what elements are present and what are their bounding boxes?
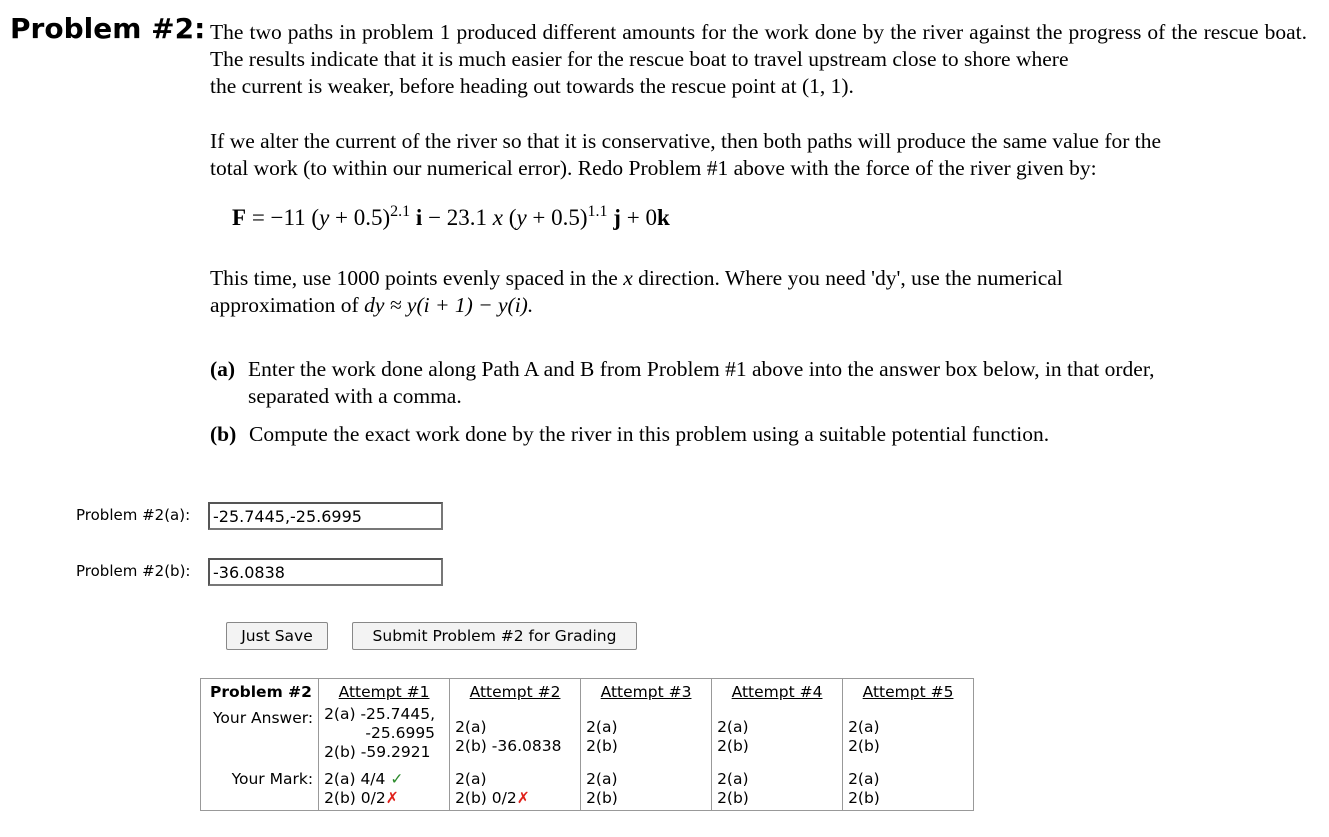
question-a-line-1: Enter the work done along Path A and B from Problem #1 above into the answer box below, in that order, [248, 357, 1155, 381]
question-b [210, 421, 1307, 448]
formula-vector-f: F [232, 205, 247, 230]
attempt-4-answer [712, 705, 843, 768]
attempt-3-mark-b: 2(b) [586, 789, 618, 807]
answer-b-label: Problem #2(b): [76, 562, 191, 580]
your-answer-label: Your Answer: [213, 709, 314, 727]
attempt-2-mark [450, 768, 581, 811]
question-a-label: (a) [210, 357, 236, 381]
formula-unit-j: j [607, 205, 621, 230]
paragraph-3-var-x: x [623, 266, 633, 290]
attempt-4-link[interactable]: Attempt #4 [731, 682, 823, 701]
attempt-5-mark-a: 2(a) [848, 770, 880, 788]
attempt-2-mark-a: 2(a) [455, 770, 487, 788]
attempt-2-answer-a: 2(a) [455, 717, 487, 736]
attempt-1-answer-a [324, 705, 435, 743]
attempt-3-mark-a: 2(a) [586, 770, 618, 788]
paragraph-3-line-1 [210, 265, 1307, 292]
attempt-5-mark-b: 2(b) [848, 789, 880, 807]
attempt-3-answer-a: 2(a) [586, 717, 618, 736]
formula-part: + 0.5) [329, 205, 391, 230]
attempt-1-answer-a-line-1: 2(a) -25.7445, [324, 705, 436, 723]
paragraph-1-text: The two paths in problem 1 produced different amounts for the work done by the river against the progress of the rescue boat. The results indicate that it is much easier for the rescue boat to travel upstream close to shore where [210, 20, 1307, 71]
formula-exponent-1: 2.1 [390, 203, 411, 220]
submit-for-grading-button[interactable]: Submit Problem #2 for Grading [352, 622, 637, 650]
just-save-button[interactable]: Just Save [226, 622, 328, 650]
problem-heading: Problem #2: [10, 12, 206, 45]
formula-part: = −11 ( [246, 205, 320, 230]
dy-approximation: dy ≈ y(i + 1) − y(i). [364, 293, 534, 317]
attempt-4-answer-a: 2(a) [717, 717, 749, 736]
paragraph-3-text: approximation of [210, 293, 359, 317]
attempt-5-mark [843, 768, 974, 811]
attempt-4-header[interactable] [712, 679, 843, 706]
cross-icon: ✗ [385, 789, 399, 807]
paragraph-3-text: direction. Where you need 'dy', use the numerical [638, 266, 1063, 290]
attempt-5-link[interactable]: Attempt #5 [862, 682, 954, 701]
your-mark-row [201, 768, 974, 811]
attempt-4-mark-a: 2(a) [717, 770, 749, 788]
attempt-1-answer-a-line-2: -25.6995 [365, 724, 436, 742]
formula-unit-k: k [656, 205, 670, 230]
question-b-text: Compute the exact work done by the river in this problem using a suitable potential function. [249, 422, 1050, 446]
attempt-5-answer-b: 2(b) [848, 736, 880, 755]
your-mark-label: Your Mark: [231, 770, 314, 788]
attempt-1-mark-b: 2(b) 0/2 [324, 789, 386, 807]
attempt-2-answer-b: 2(b) -36.0838 [455, 736, 562, 755]
formula-var-y: y [516, 205, 527, 230]
answer-a-label: Problem #2(a): [76, 506, 191, 524]
question-a-line-2: separated with a comma. [248, 384, 462, 408]
formula-var-y: y [319, 205, 330, 230]
attempt-3-mark [581, 768, 712, 811]
formula-part: ( [503, 205, 517, 230]
problem-paragraph-2 [210, 128, 1307, 182]
formula-part: + 0.5) [526, 205, 588, 230]
attempt-2-mark-b: 2(b) 0/2 [455, 789, 517, 807]
answer-b-input[interactable] [208, 558, 443, 586]
formula-exponent-2: 1.1 [587, 203, 608, 220]
paragraph-3-text: This time, use 1000 points evenly spaced in the [210, 266, 618, 290]
attempt-3-header[interactable] [581, 679, 712, 706]
attempt-5-header[interactable] [843, 679, 974, 706]
formula-unit-i: i [410, 205, 423, 230]
formula-part: − 23.1 [422, 205, 493, 230]
question-a-text [248, 356, 1307, 410]
attempt-1-mark [319, 768, 450, 811]
your-answer-row [201, 705, 974, 768]
attempt-1-mark-a: 2(a) 4/4 [324, 770, 386, 788]
cross-icon: ✗ [516, 789, 530, 807]
attempt-3-answer-b: 2(b) [586, 736, 618, 755]
check-icon: ✓ [390, 770, 404, 788]
attempts-table [200, 678, 974, 811]
attempt-4-mark-b: 2(b) [717, 789, 749, 807]
attempt-4-mark [712, 768, 843, 811]
question-a [210, 356, 1307, 410]
attempt-1-answer [319, 705, 450, 768]
paragraph-3-line-2 [210, 292, 1307, 319]
paragraph-1-last-line: the current is weaker, before heading out towards the rescue point at (1, 1). [210, 74, 854, 98]
paragraph-2-last-line: total work (to within our numerical error). Redo Problem #1 above with the force of the river given by: [210, 156, 1097, 180]
formula-part: + 0 [620, 205, 657, 230]
attempt-5-answer [843, 705, 974, 768]
question-b-label: (b) [210, 422, 237, 446]
problem-paragraph-3 [210, 265, 1307, 319]
attempt-5-answer-a: 2(a) [848, 717, 880, 736]
attempt-2-answer [450, 705, 581, 768]
paragraph-2-text: If we alter the current of the river so that it is conservative, then both paths will produce the same value for the [210, 129, 1162, 153]
attempt-3-link[interactable]: Attempt #3 [600, 682, 692, 701]
attempt-4-answer-b: 2(b) [717, 736, 749, 755]
attempt-1-header[interactable] [319, 679, 450, 706]
answer-a-input[interactable] [208, 502, 443, 530]
attempt-1-answer-b: 2(b) -59.2921 [324, 743, 431, 761]
problem-paragraph-1 [210, 19, 1307, 100]
attempts-header-row [201, 679, 974, 706]
attempt-3-answer [581, 705, 712, 768]
attempt-2-header[interactable] [450, 679, 581, 706]
attempt-1-link[interactable]: Attempt #1 [338, 682, 430, 701]
attempt-2-link[interactable]: Attempt #2 [469, 682, 561, 701]
force-formula [232, 205, 670, 231]
attempts-table-header: Problem #2 [210, 682, 312, 701]
formula-var-x: x [492, 205, 504, 230]
